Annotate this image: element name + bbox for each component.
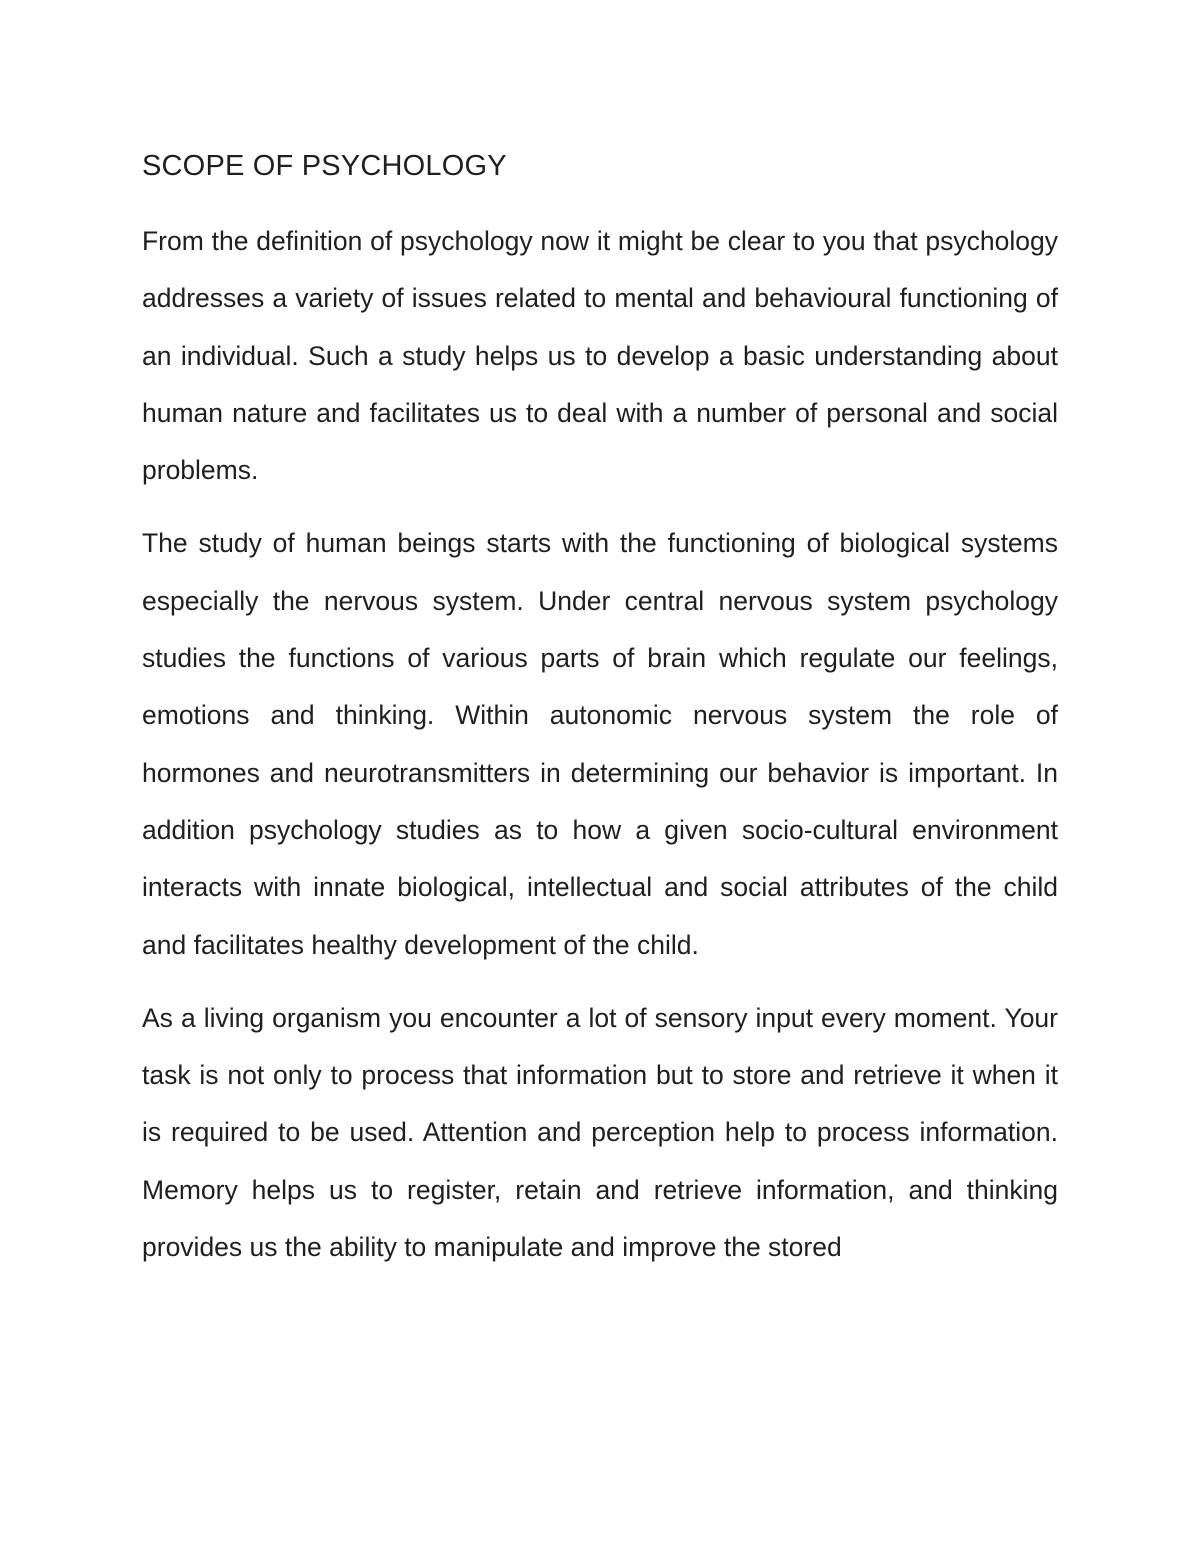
document-title: SCOPE OF PSYCHOLOGY — [142, 150, 507, 182]
paragraph-definition: From the definition of psychology now it might be clear to you that psychology addresses a variety of issues related to mental and behavioural functioning of an individual. Such a study helps us to develop a basic understanding about human nature and facilitates us to deal with a number of personal and social problems. — [142, 226, 1058, 486]
paragraph-sensory-input: As a living organism you encounter a lot of sensory input every moment. Your task is not only to process that information but to store and retrieve it when it is required to be used. Attention and perception help to process information. Memory helps us to register, retain and retrieve information, and thinking provides us the ability to manipulate and improve the stored — [142, 1002, 1058, 1263]
paragraph-biological-systems: The study of human beings starts with the functioning of biological systems especially the nervous system. Under central nervous system psychology studies the functions of various parts of brain which regulate our feelings, emotions and thinking. Within autonomic nervous system the role of hormones and neurotransmitters in determining our behavior is important. In addition psychology studies as to how a given socio-cultural environment interacts with innate biological, intellectual and social attributes of the child and facilitates healthy development of the child. — [142, 528, 1058, 960]
